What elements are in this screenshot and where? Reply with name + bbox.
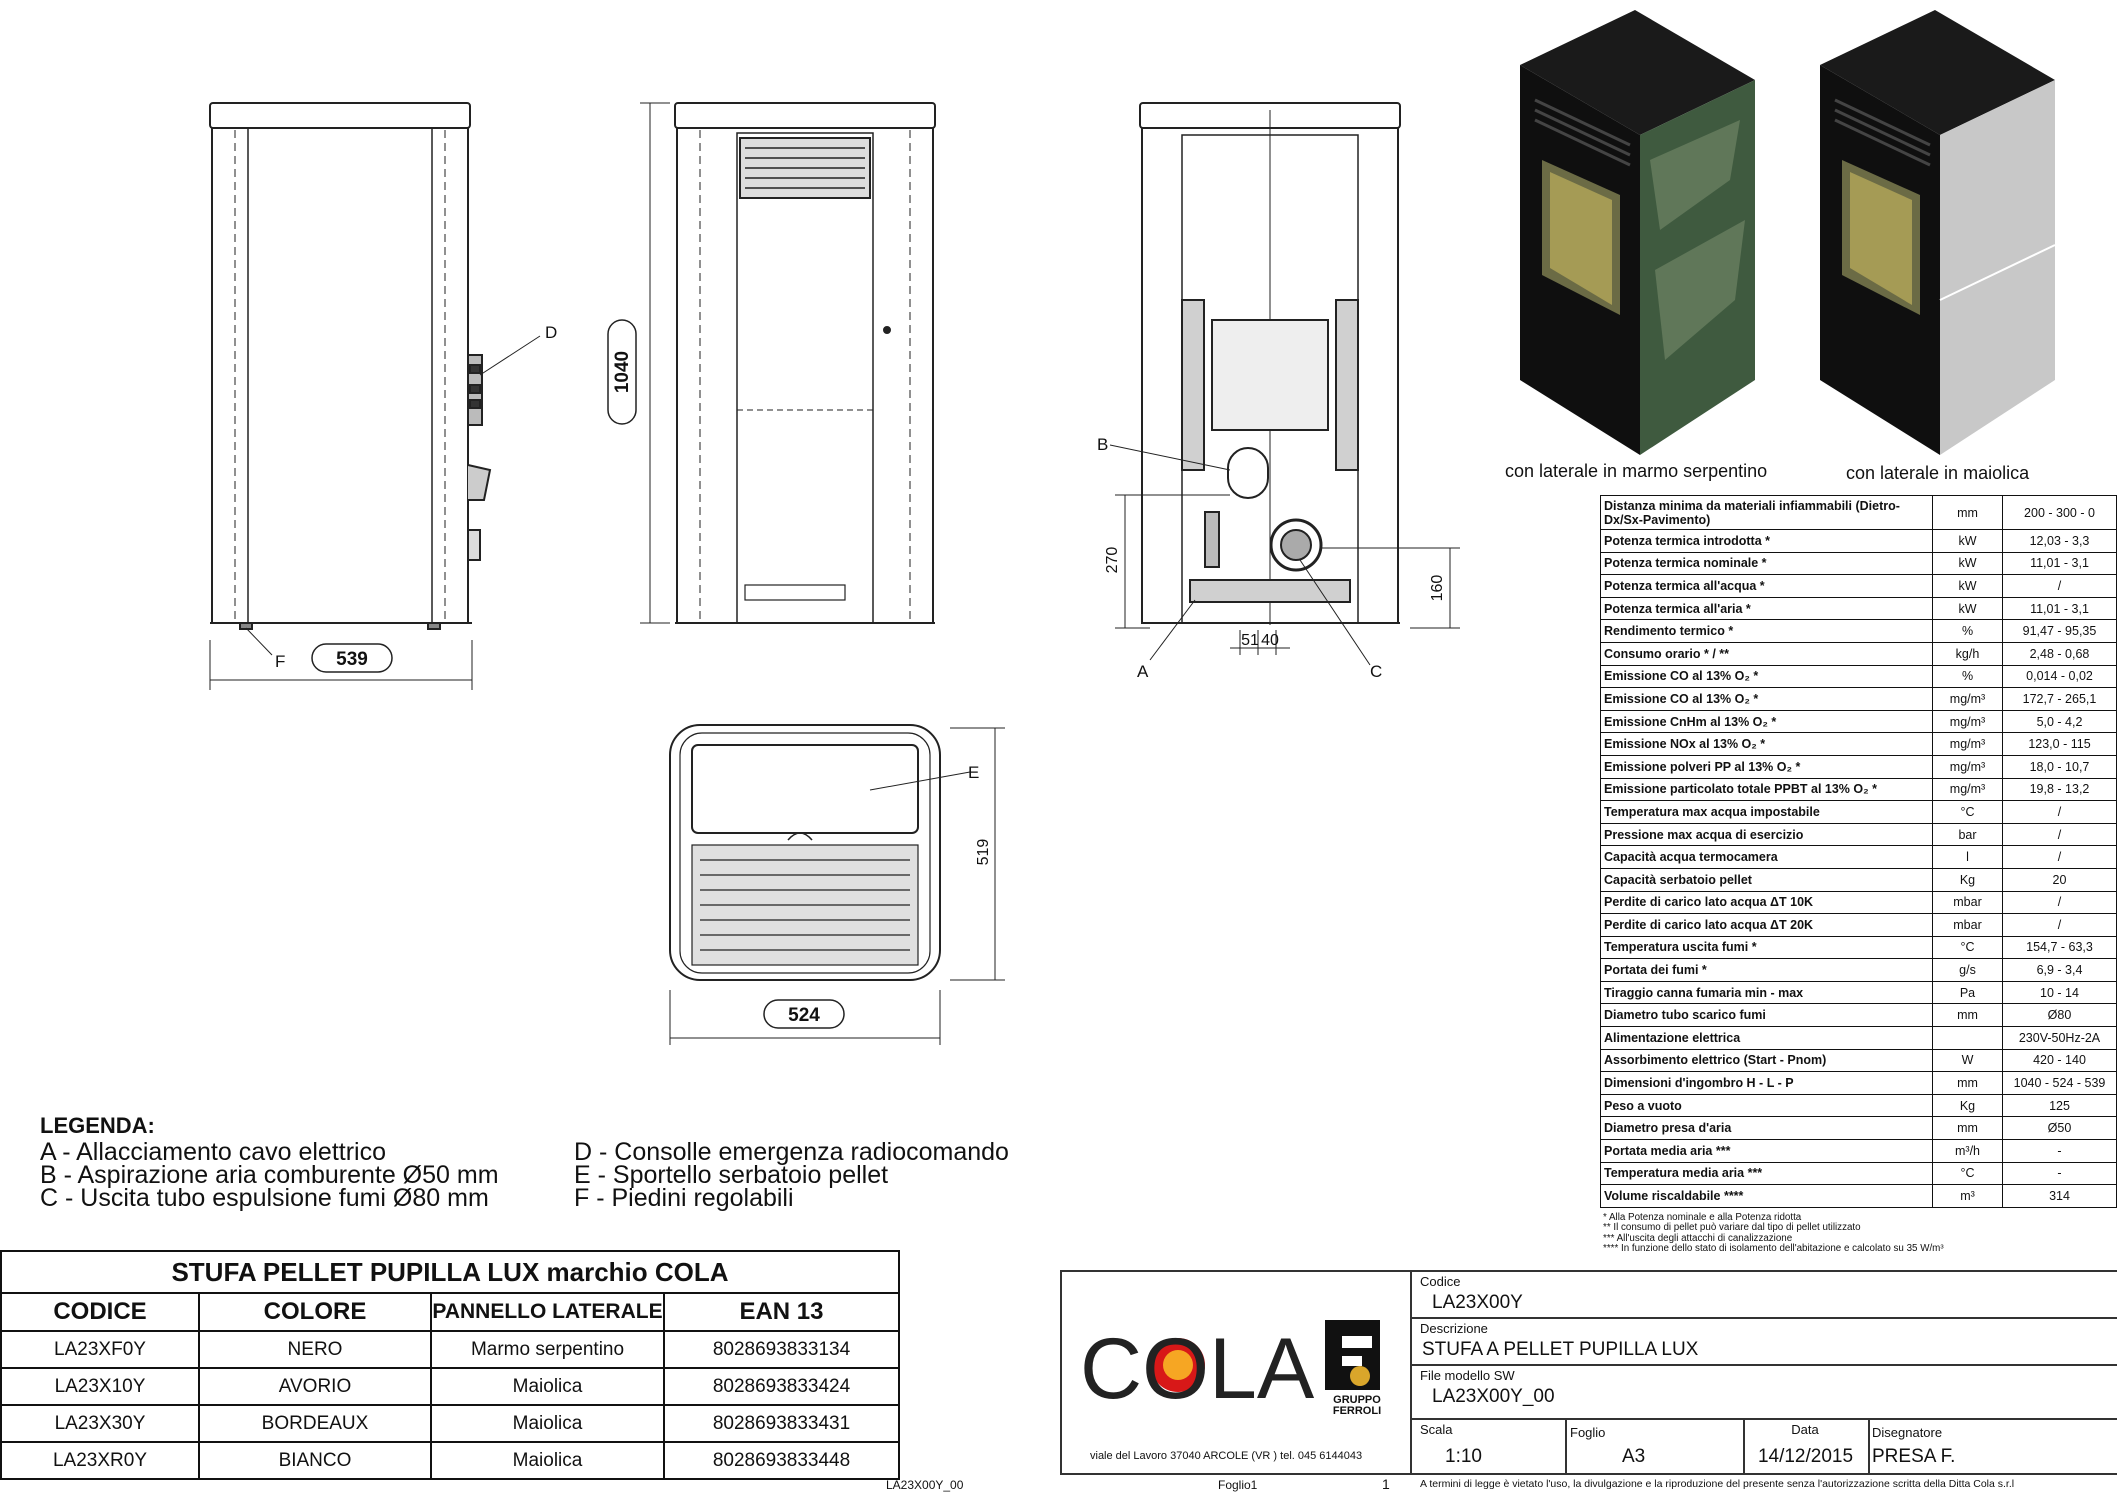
spec-value: 2,48 - 0,68 — [2003, 642, 2117, 665]
legend-item-d: D - Consolle emergenza radiocomando — [574, 1138, 1009, 1166]
stove-renders — [1480, 0, 2117, 470]
spec-row — [1601, 710, 2117, 733]
spec-value: 91,47 - 95,35 — [2003, 620, 2117, 643]
spec-unit: Kg — [1933, 1094, 2003, 1117]
spec-value: - — [2003, 1162, 2117, 1185]
callout-f: F — [275, 652, 286, 671]
spec-label: Perdite di carico lato acqua ΔT 20K — [1601, 914, 1933, 937]
legend-item-a: A - Allacciamento cavo elettrico — [40, 1138, 386, 1166]
spec-label: Potenza termica all'acqua * — [1601, 575, 1933, 598]
spec-row — [1601, 891, 2117, 914]
product-row — [1, 1442, 899, 1479]
disegnatore-value: PRESA F. — [1872, 1446, 1956, 1467]
codice-value: LA23X00Y — [1432, 1292, 1523, 1313]
descrizione-label: Descrizione — [1420, 1321, 1488, 1336]
spec-value: 154,7 - 63,3 — [2003, 936, 2117, 959]
spec-value: 123,0 - 115 — [2003, 733, 2117, 756]
product-ean: 8028693833431 — [664, 1405, 899, 1442]
spec-label: Potenza termica introdotta * — [1601, 530, 1933, 553]
spec-unit: m³/h — [1933, 1140, 2003, 1163]
callout-d: D — [545, 323, 558, 342]
dim-270: 270 — [1104, 546, 1121, 574]
legal-note: A termini di legge è vietato l'uso, la divulgazione e la riproduzione del presente senza l'autorizzazione scritta della Ditta Cola s.r.l — [1420, 1478, 2015, 1490]
spec-row — [1601, 846, 2117, 869]
spec-label: Peso a vuoto — [1601, 1094, 1933, 1117]
spec-label: Temperatura max acqua impostabile — [1601, 801, 1933, 824]
spec-label: Assorbimento elettrico (Start - Pnom) — [1601, 1049, 1933, 1072]
spec-unit: mm — [1933, 1117, 2003, 1140]
spec-label: Diametro presa d'aria — [1601, 1117, 1933, 1140]
product-row — [1, 1331, 899, 1368]
spec-unit: °C — [1933, 936, 2003, 959]
note-line: ** Il consumo di pellet può variare dal tipo di pellet utilizzato — [1603, 1222, 1861, 1234]
data-value: 14/12/2015 — [1757, 1446, 1854, 1467]
descrizione-value: STUFA A PELLET PUPILLA LUX — [1422, 1339, 1699, 1360]
foglio-label: Foglio — [1570, 1425, 1606, 1440]
spec-row — [1601, 755, 2117, 778]
spec-row — [1601, 1049, 2117, 1072]
note-line: **** In funzione dello stato di isolamento dell'abitazione e calcolato su 35 W/m³ — [1603, 1242, 1944, 1254]
specs-notes — [1603, 1213, 1944, 1254]
product-colore: NERO — [199, 1331, 431, 1368]
spec-row — [1601, 597, 2117, 620]
spec-label: Alimentazione elettrica — [1601, 1027, 1933, 1050]
spec-label: Emissione polveri PP al 13% O₂ * — [1601, 755, 1933, 778]
spec-unit: mg/m³ — [1933, 688, 2003, 711]
spec-row — [1601, 936, 2117, 959]
spec-unit: mg/m³ — [1933, 733, 2003, 756]
stove-render-marble — [1520, 10, 1755, 455]
spec-value: / — [2003, 891, 2117, 914]
product-pannello: Marmo serpentino — [431, 1331, 664, 1368]
spec-value: 10 - 14 — [2003, 981, 2117, 1004]
col-header-pannello: PANNELLO LATERALE — [431, 1293, 664, 1331]
spec-value: / — [2003, 846, 2117, 869]
spec-value: 200 - 300 - 0 — [2003, 496, 2117, 530]
spec-unit: Pa — [1933, 981, 2003, 1004]
dim-160: 160 — [1429, 574, 1446, 602]
spec-value: 5,0 - 4,2 — [2003, 710, 2117, 733]
note-line: *** All'uscita degli attacchi di canalizzazione — [1603, 1232, 1793, 1244]
product-row — [1, 1368, 899, 1405]
codice-label: Codice — [1420, 1274, 1461, 1289]
spec-unit: kW — [1933, 552, 2003, 575]
product-table-title: STUFA PELLET PUPILLA LUX marchio COLA — [1, 1251, 899, 1293]
product-pannello: Maiolica — [431, 1405, 664, 1442]
spec-label: Temperatura media aria *** — [1601, 1162, 1933, 1185]
spec-label: Potenza termica nominale * — [1601, 552, 1933, 575]
spec-unit — [1933, 1027, 2003, 1050]
spec-unit: °C — [1933, 801, 2003, 824]
spec-row — [1601, 1185, 2117, 1208]
spec-label: Potenza termica all'aria * — [1601, 597, 1933, 620]
company-address: viale del Lavoro 37040 ARCOLE (VR ) tel. 045 6144043 — [1090, 1450, 1363, 1462]
spec-unit: % — [1933, 620, 2003, 643]
scala-value: 1:10 — [1445, 1446, 1482, 1467]
spec-label: Rendimento termico * — [1601, 620, 1933, 643]
spec-row — [1601, 1004, 2117, 1027]
spec-value: 11,01 - 3,1 — [2003, 597, 2117, 620]
spec-value: / — [2003, 801, 2117, 824]
spec-unit: mbar — [1933, 914, 2003, 937]
spec-unit: °C — [1933, 1162, 2003, 1185]
spec-value: / — [2003, 823, 2117, 846]
spec-row — [1601, 642, 2117, 665]
spec-value: / — [2003, 575, 2117, 598]
spec-row — [1601, 530, 2117, 553]
footer-page: 1 — [1382, 1476, 1390, 1492]
spec-label: Pressione max acqua di esercizio — [1601, 823, 1933, 846]
col-header-colore: COLORE — [199, 1293, 431, 1331]
spec-label: Emissione CnHm al 13% O₂ * — [1601, 710, 1933, 733]
spec-row — [1601, 1117, 2117, 1140]
product-codice: LA23X30Y — [1, 1405, 199, 1442]
spec-row — [1601, 868, 2117, 891]
spec-row — [1601, 496, 2117, 530]
spec-unit: mm — [1933, 1004, 2003, 1027]
spec-label: Volume riscaldabile **** — [1601, 1185, 1933, 1208]
spec-unit: mbar — [1933, 891, 2003, 914]
spec-row — [1601, 552, 2117, 575]
product-ean: 8028693833448 — [664, 1442, 899, 1479]
product-ean: 8028693833424 — [664, 1368, 899, 1405]
spec-unit: m³ — [1933, 1185, 2003, 1208]
spec-value: / — [2003, 914, 2117, 937]
spec-value: 314 — [2003, 1185, 2117, 1208]
spec-unit: g/s — [1933, 959, 2003, 982]
spec-value: 172,7 - 265,1 — [2003, 688, 2117, 711]
spec-unit: kW — [1933, 597, 2003, 620]
spec-value: 6,9 - 3,4 — [2003, 959, 2117, 982]
spec-label: Distanza minima da materiali infiammabili (Dietro-Dx/Sx-Pavimento) — [1601, 496, 1933, 530]
spec-unit: mm — [1933, 496, 2003, 530]
spec-value: 420 - 140 — [2003, 1049, 2117, 1072]
spec-value: 125 — [2003, 1094, 2117, 1117]
dim-height: 1040 — [612, 350, 633, 394]
spec-row — [1601, 778, 2117, 801]
spec-unit: mg/m³ — [1933, 778, 2003, 801]
spec-value: - — [2003, 1140, 2117, 1163]
spec-value: 0,014 - 0,02 — [2003, 665, 2117, 688]
product-pannello: Maiolica — [431, 1442, 664, 1479]
spec-row — [1601, 688, 2117, 711]
specs-table — [1600, 495, 2117, 1208]
back-view — [1110, 103, 1460, 665]
spec-label: Consumo orario * / ** — [1601, 642, 1933, 665]
legend — [40, 1113, 1060, 1213]
dim-40: 40 — [1261, 632, 1279, 649]
spec-row — [1601, 801, 2117, 824]
group-logo-text: GRUPPO FERROLI — [1332, 1394, 1382, 1417]
callout-a: A — [1137, 662, 1149, 681]
spec-value: 11,01 - 3,1 — [2003, 552, 2117, 575]
spec-unit: bar — [1933, 823, 2003, 846]
dim-51: 51 — [1241, 632, 1259, 649]
spec-label: Portata dei fumi * — [1601, 959, 1933, 982]
spec-row — [1601, 914, 2117, 937]
callout-b: B — [1097, 435, 1109, 454]
col-header-ean: EAN 13 — [664, 1293, 899, 1331]
spec-row — [1601, 981, 2117, 1004]
spec-value: 12,03 - 3,3 — [2003, 530, 2117, 553]
spec-value: 230V-50Hz-2A — [2003, 1027, 2117, 1050]
spec-unit: kW — [1933, 575, 2003, 598]
footer-sheet: Foglio1 — [1218, 1478, 1258, 1492]
spec-row — [1601, 1094, 2117, 1117]
callout-c: C — [1370, 662, 1383, 681]
spec-row — [1601, 1027, 2117, 1050]
spec-row — [1601, 959, 2117, 982]
scala-label: Scala — [1420, 1422, 1453, 1437]
spec-label: Emissione NOx al 13% O₂ * — [1601, 733, 1933, 756]
spec-label: Emissione CO al 13% O₂ * — [1601, 665, 1933, 688]
spec-label: Perdite di carico lato acqua ΔT 10K — [1601, 891, 1933, 914]
spec-row — [1601, 575, 2117, 598]
file-label: File modello SW — [1420, 1368, 1515, 1383]
legend-item-f: F - Piedini regolabili — [574, 1184, 794, 1212]
spec-unit: kW — [1933, 530, 2003, 553]
spec-unit: W — [1933, 1049, 2003, 1072]
product-table — [0, 1250, 900, 1480]
product-row — [1, 1405, 899, 1442]
data-label: Data — [1791, 1422, 1819, 1437]
spec-label: Portata media aria *** — [1601, 1140, 1933, 1163]
spec-label: Temperatura uscita fumi * — [1601, 936, 1933, 959]
note-line: * Alla Potenza nominale e alla Potenza ridotta — [1603, 1212, 1802, 1223]
spec-label: Tiraggio canna fumaria min - max — [1601, 981, 1933, 1004]
title-block — [1060, 1270, 2117, 1497]
product-codice: LA23XF0Y — [1, 1331, 199, 1368]
spec-unit: l — [1933, 846, 2003, 869]
dim-depth-top: 524 — [788, 1005, 820, 1026]
spec-unit: % — [1933, 665, 2003, 688]
spec-row — [1601, 1140, 2117, 1163]
spec-value: 1040 - 524 - 539 — [2003, 1072, 2117, 1095]
caption-maiolica: con laterale in maiolica — [1846, 463, 2030, 483]
spec-label: Dimensioni d'ingombro H - L - P — [1601, 1072, 1933, 1095]
disegnatore-label: Disegnatore — [1872, 1425, 1943, 1440]
spec-label: Emissione CO al 13% O₂ * — [1601, 688, 1933, 711]
spec-unit: mg/m³ — [1933, 755, 2003, 778]
spec-label: Capacità acqua termocamera — [1601, 846, 1933, 869]
dim-width-side: 539 — [336, 649, 368, 670]
footer-file: LA23X00Y_00 — [886, 1478, 964, 1492]
product-colore: AVORIO — [199, 1368, 431, 1405]
spec-value: Ø80 — [2003, 1004, 2117, 1027]
legend-item-e: E - Sportello serbatoio pellet — [574, 1161, 889, 1189]
product-codice: LA23X10Y — [1, 1368, 199, 1405]
dim-depth-side: 519 — [975, 838, 992, 866]
legend-title: LEGENDA: — [40, 1113, 155, 1138]
spec-row — [1601, 1072, 2117, 1095]
spec-unit: mg/m³ — [1933, 710, 2003, 733]
side-view — [210, 103, 490, 690]
spec-row — [1601, 665, 2117, 688]
caption-marble: con laterale in marmo serpentino — [1505, 461, 1768, 481]
product-codice: LA23XR0Y — [1, 1442, 199, 1479]
front-view — [608, 103, 935, 623]
legend-item-c: C - Uscita tubo espulsione fumi Ø80 mm — [40, 1184, 489, 1212]
spec-unit: mm — [1933, 1072, 2003, 1095]
spec-value: 20 — [2003, 868, 2117, 891]
col-header-codice: CODICE — [1, 1293, 199, 1331]
spec-value: 18,0 - 10,7 — [2003, 755, 2117, 778]
legend-item-b: B - Aspirazione aria comburente Ø50 mm — [40, 1161, 499, 1189]
spec-unit: kg/h — [1933, 642, 2003, 665]
callout-e: E — [968, 763, 980, 782]
spec-label: Capacità serbatoio pellet — [1601, 868, 1933, 891]
spec-row — [1601, 620, 2117, 643]
stove-render-maiolica — [1820, 10, 2055, 455]
product-ean: 8028693833134 — [664, 1331, 899, 1368]
spec-value: Ø50 — [2003, 1117, 2117, 1140]
top-view — [670, 585, 1005, 1045]
spec-row — [1601, 1162, 2117, 1185]
spec-row — [1601, 823, 2117, 846]
product-colore: BORDEAUX — [199, 1405, 431, 1442]
foglio-value: A3 — [1622, 1446, 1646, 1467]
technical-drawings — [0, 0, 1480, 1060]
product-colore: BIANCO — [199, 1442, 431, 1479]
spec-row — [1601, 733, 2117, 756]
spec-unit: Kg — [1933, 868, 2003, 891]
spec-label: Emissione particolato totale PPBT al 13% O₂ * — [1601, 778, 1933, 801]
product-pannello: Maiolica — [431, 1368, 664, 1405]
file-value: LA23X00Y_00 — [1432, 1386, 1555, 1407]
spec-value: 19,8 - 13,2 — [2003, 778, 2117, 801]
spec-label: Diametro tubo scarico fumi — [1601, 1004, 1933, 1027]
brand-name: COLA — [1080, 1321, 1315, 1413]
